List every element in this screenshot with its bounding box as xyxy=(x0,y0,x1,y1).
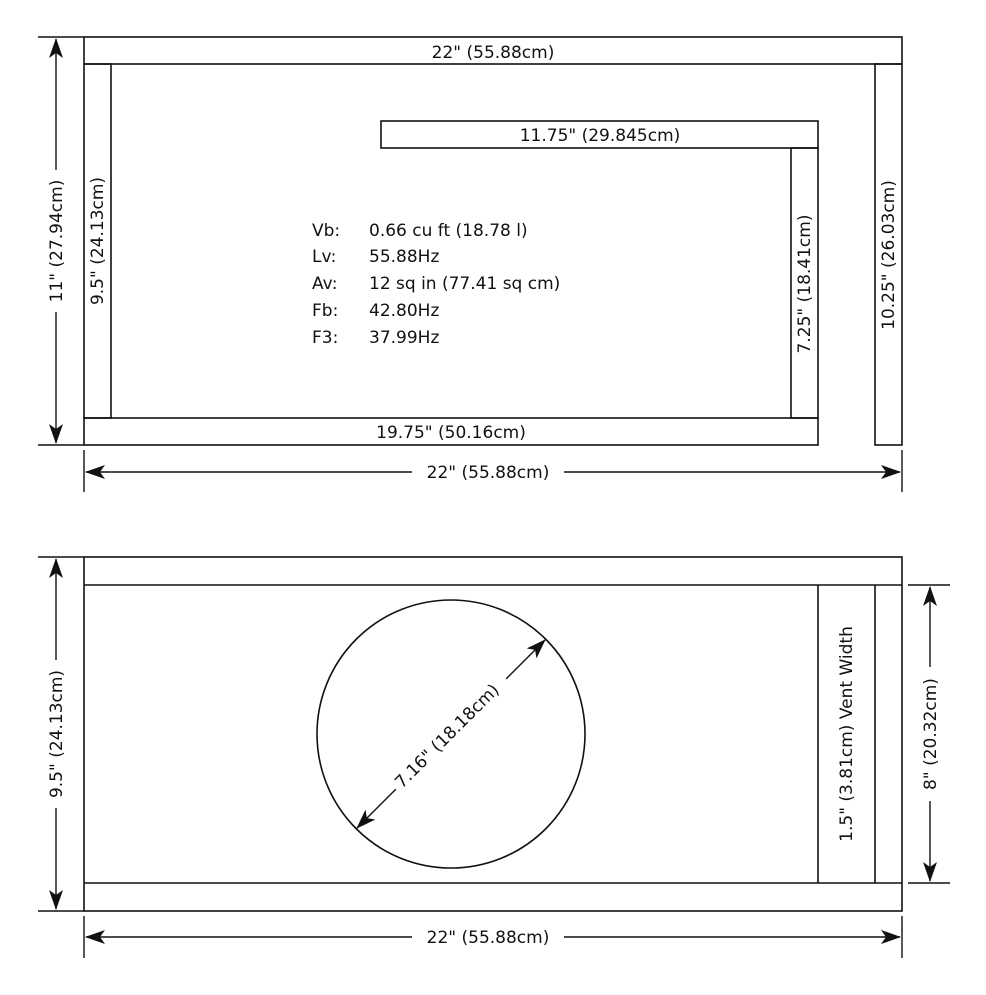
side-width-dimension xyxy=(84,450,902,492)
side-height-dimension xyxy=(38,37,84,445)
inner-height-label: 8" (20.32cm) xyxy=(921,678,941,790)
spec-value: 12 sq in (77.41 sq cm) xyxy=(369,274,561,294)
spec-key: Fb: xyxy=(312,301,339,321)
side-height-label: 11" (27.94cm) xyxy=(47,179,67,303)
spec-value: 37.99Hz xyxy=(369,328,440,348)
left-panel-label: 9.5" (24.13cm) xyxy=(88,176,108,306)
side-width-label: 22" (55.88cm) xyxy=(426,463,550,483)
front-height-label: 9.5" (24.13cm) xyxy=(47,669,67,799)
spec-key: Av: xyxy=(312,274,338,294)
inner-height-dimension xyxy=(908,585,950,883)
spec-value: 42.80Hz xyxy=(369,301,440,321)
top-panel-label: 22" (55.88cm) xyxy=(431,43,555,63)
bottom-panel-label: 19.75" (50.16cm) xyxy=(376,423,526,443)
front-baffle-outline xyxy=(84,557,902,911)
spec-key: Lv: xyxy=(312,247,337,267)
side-view xyxy=(38,37,902,492)
spec-key: F3: xyxy=(312,328,339,348)
front-width-label: 22" (55.88cm) xyxy=(426,928,550,948)
vent-width-label: 1.5" (3.81cm) Vent Width xyxy=(837,626,857,842)
spec-value: 0.66 cu ft (18.78 l) xyxy=(369,221,528,241)
vent-top-panel-label: 11.75" (29.845cm) xyxy=(519,126,681,146)
spec-value: 55.88Hz xyxy=(369,247,440,267)
front-view xyxy=(38,557,950,958)
spec-key: Vb: xyxy=(312,221,341,241)
right-panel-label: 10.25" (26.03cm) xyxy=(879,180,899,330)
front-height-dimension xyxy=(38,557,84,911)
vent-inner-panel-label: 7.25" (18.41cm) xyxy=(795,214,815,354)
front-width-dimension xyxy=(84,916,902,958)
spec-list xyxy=(312,221,560,348)
cutout-diameter-label: 7.16" (18.18cm) xyxy=(391,680,504,793)
